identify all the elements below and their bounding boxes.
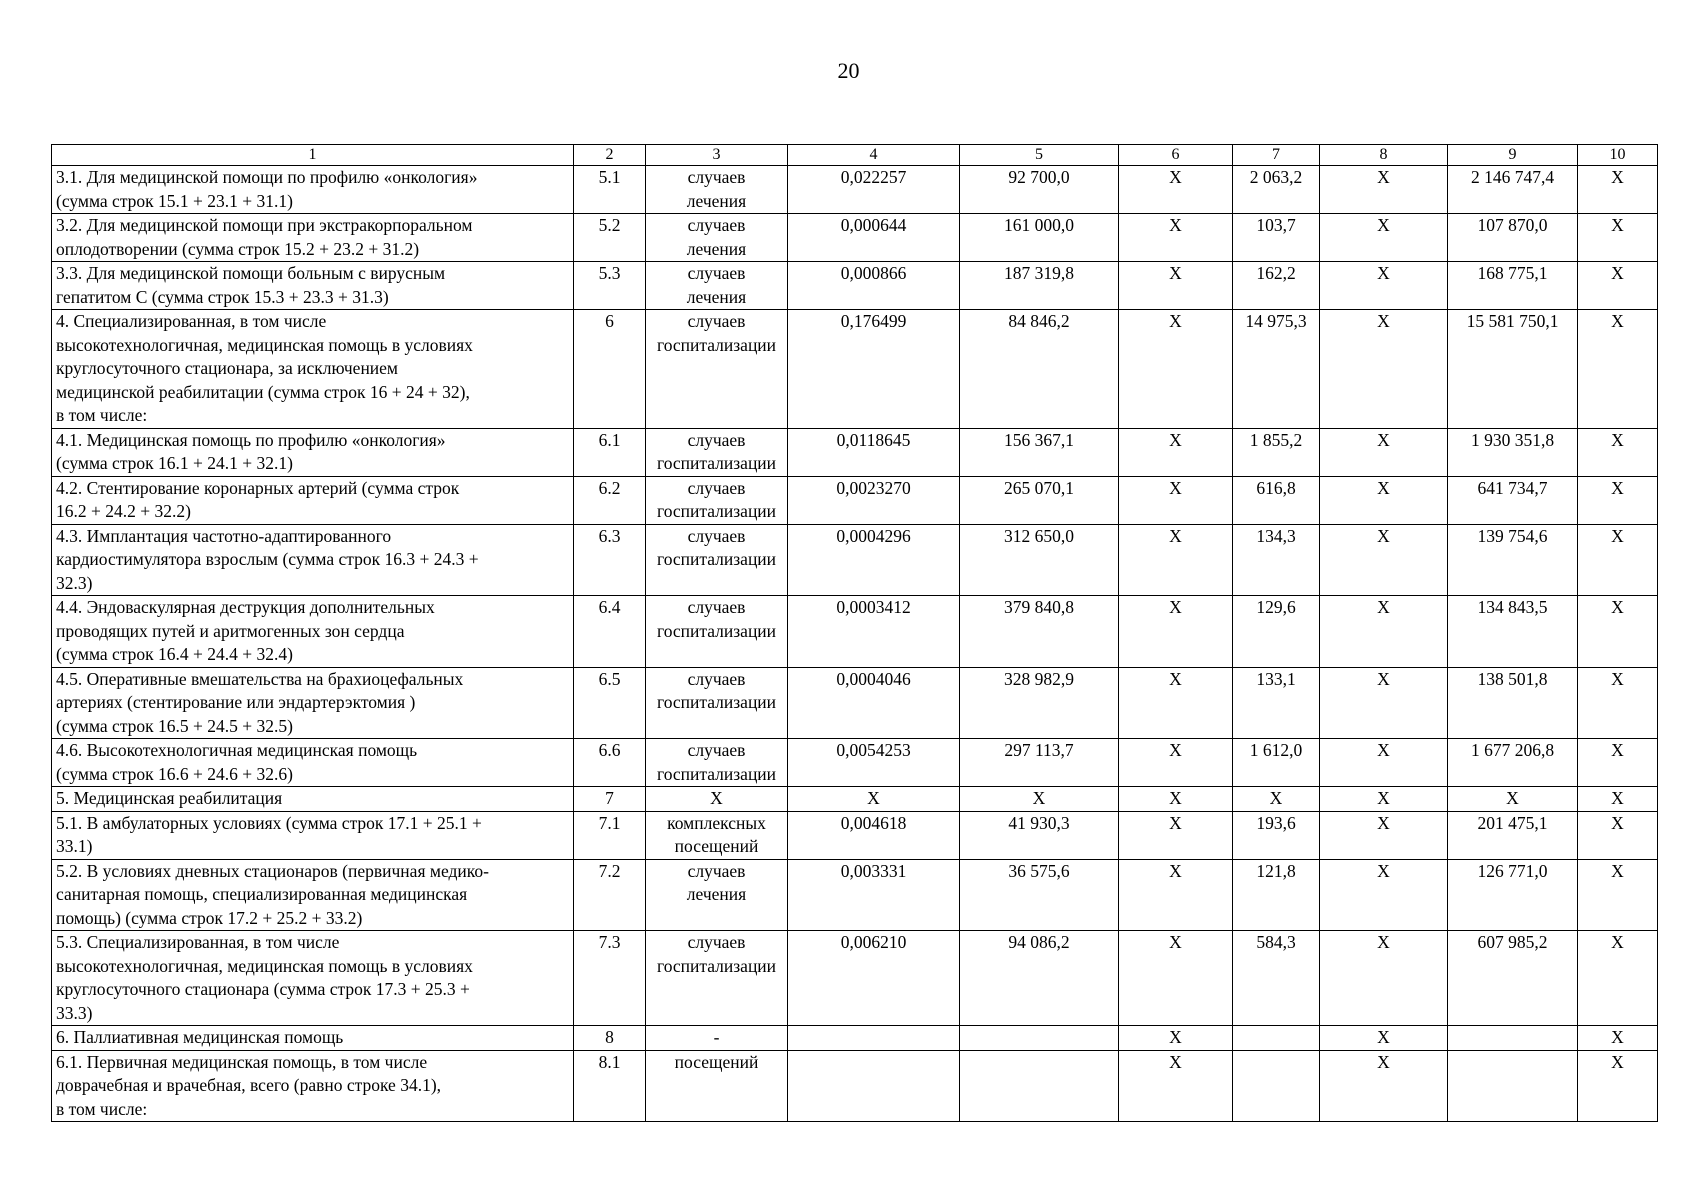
row-number: 6.4: [574, 596, 646, 668]
table-row: [52, 310, 1658, 429]
col-6-value: X: [1119, 476, 1233, 524]
unit-of-measure: случаев лечения: [646, 166, 788, 214]
norm-value: 0,0003412: [788, 596, 960, 668]
row-number: 5.2: [574, 214, 646, 262]
cost-per-unit: 41 930,3: [960, 811, 1119, 859]
col-10-value: X: [1578, 1026, 1658, 1051]
total-value: 107 870,0: [1448, 214, 1578, 262]
row-description: 5.1. В амбулаторных условиях (сумма строк 17.1 + 25.1 + 33.1): [52, 811, 574, 859]
col-6-value: X: [1119, 1050, 1233, 1122]
table-row: [52, 931, 1658, 1026]
table-row: [52, 262, 1658, 310]
total-value: 126 771,0: [1448, 859, 1578, 931]
row-number: 5.1: [574, 166, 646, 214]
norm-value: 0,0054253: [788, 739, 960, 787]
col-7-value: 133,1: [1233, 667, 1320, 739]
total-value: 138 501,8: [1448, 667, 1578, 739]
cost-per-unit: 187 319,8: [960, 262, 1119, 310]
col-10-value: X: [1578, 787, 1658, 812]
col-6-value: X: [1119, 262, 1233, 310]
table-row: [52, 859, 1658, 931]
page-number: 20: [837, 58, 860, 83]
unit-of-measure: случаев госпитализации: [646, 739, 788, 787]
col-7-value: 193,6: [1233, 811, 1320, 859]
row-description: 3.2. Для медицинской помощи при экстракорпоральном оплодотворении (сумма строк 15.2 + 23.2 + 31.2): [52, 214, 574, 262]
norm-value: 0,022257: [788, 166, 960, 214]
col-7-value: 584,3: [1233, 931, 1320, 1026]
col-7-value: 121,8: [1233, 859, 1320, 931]
col-8-value: X: [1320, 214, 1448, 262]
unit-of-measure: посещений: [646, 1050, 788, 1122]
norm-value: 0,176499: [788, 310, 960, 429]
col-6-value: X: [1119, 667, 1233, 739]
norm-value: 0,003331: [788, 859, 960, 931]
col-6-value: X: [1119, 596, 1233, 668]
unit-of-measure: -: [646, 1026, 788, 1051]
data-table: [51, 144, 1658, 1122]
column-header: 5: [960, 145, 1119, 166]
row-number: 6.1: [574, 428, 646, 476]
col-8-value: X: [1320, 310, 1448, 429]
unit-of-measure: случаев госпитализации: [646, 476, 788, 524]
cost-per-unit: 92 700,0: [960, 166, 1119, 214]
col-10-value: X: [1578, 1050, 1658, 1122]
row-description: 4.2. Стентирование коронарных артерий (сумма строк 16.2 + 24.2 + 32.2): [52, 476, 574, 524]
row-number: 7.1: [574, 811, 646, 859]
col-7-value: 134,3: [1233, 524, 1320, 596]
row-description: 5. Медицинская реабилитация: [52, 787, 574, 812]
norm-value: 0,0023270: [788, 476, 960, 524]
col-8-value: X: [1320, 1050, 1448, 1122]
column-header: 9: [1448, 145, 1578, 166]
row-number: 6.2: [574, 476, 646, 524]
unit-of-measure: случаев госпитализации: [646, 428, 788, 476]
unit-of-measure: случаев госпитализации: [646, 667, 788, 739]
col-7-value: X: [1233, 787, 1320, 812]
table-row: [52, 428, 1658, 476]
col-7-value: 129,6: [1233, 596, 1320, 668]
col-10-value: X: [1578, 524, 1658, 596]
column-header: 1: [52, 145, 574, 166]
col-10-value: X: [1578, 476, 1658, 524]
col-8-value: X: [1320, 596, 1448, 668]
table-row: [52, 667, 1658, 739]
row-number: 6.6: [574, 739, 646, 787]
col-8-value: X: [1320, 931, 1448, 1026]
col-8-value: X: [1320, 787, 1448, 812]
total-value: 2 146 747,4: [1448, 166, 1578, 214]
row-description: 5.2. В условиях дневных стационаров (первичная медико- санитарная помощь, специализированная медицинская помощь) (сумма строк 17.2 + 25.2 + 33.2): [52, 859, 574, 931]
row-number: 7.3: [574, 931, 646, 1026]
norm-value: 0,0004296: [788, 524, 960, 596]
col-10-value: X: [1578, 166, 1658, 214]
col-10-value: X: [1578, 262, 1658, 310]
col-10-value: X: [1578, 811, 1658, 859]
row-description: 3.3. Для медицинской помощи больным с вирусным гепатитом С (сумма строк 15.3 + 23.3 + 31.3): [52, 262, 574, 310]
row-description: 4.5. Оперативные вмешательства на брахиоцефальных артериях (стентирование или эндартерэктомия ) (сумма строк 16.5 + 24.5 + 32.5): [52, 667, 574, 739]
row-description: 4.4. Эндоваскулярная деструкция дополнительных проводящих путей и аритмогенных зон сердца (сумма строк 16.4 + 24.4 + 32.4): [52, 596, 574, 668]
cost-per-unit: 265 070,1: [960, 476, 1119, 524]
cost-per-unit: 379 840,8: [960, 596, 1119, 668]
header-row: [52, 145, 1658, 166]
table-row: [52, 1026, 1658, 1051]
norm-value: 0,006210: [788, 931, 960, 1026]
row-number: 6.3: [574, 524, 646, 596]
row-description: 4. Специализированная, в том числе высокотехнологичная, медицинская помощь в условиях круглосуточного стационара, за исключением медицинской реабилитации (сумма строк 16 + 24 + 32), в том числе:: [52, 310, 574, 429]
col-8-value: X: [1320, 262, 1448, 310]
col-8-value: X: [1320, 428, 1448, 476]
total-value: 134 843,5: [1448, 596, 1578, 668]
col-7-value: 2 063,2: [1233, 166, 1320, 214]
total-value: X: [1448, 787, 1578, 812]
unit-of-measure: комплексных посещений: [646, 811, 788, 859]
cost-per-unit: 36 575,6: [960, 859, 1119, 931]
col-8-value: X: [1320, 1026, 1448, 1051]
row-number: 6.5: [574, 667, 646, 739]
col-7-value: 162,2: [1233, 262, 1320, 310]
col-10-value: X: [1578, 931, 1658, 1026]
row-number: 8.1: [574, 1050, 646, 1122]
column-header: 6: [1119, 145, 1233, 166]
row-description: 6. Паллиативная медицинская помощь: [52, 1026, 574, 1051]
column-header: 4: [788, 145, 960, 166]
col-6-value: X: [1119, 1026, 1233, 1051]
column-header: 3: [646, 145, 788, 166]
unit-of-measure: случаев госпитализации: [646, 596, 788, 668]
col-10-value: X: [1578, 310, 1658, 429]
cost-per-unit: 297 113,7: [960, 739, 1119, 787]
row-description: 4.6. Высокотехнологичная медицинская помощь (сумма строк 16.6 + 24.6 + 32.6): [52, 739, 574, 787]
cost-per-unit: [960, 1050, 1119, 1122]
unit-of-measure: случаев лечения: [646, 262, 788, 310]
row-number: 8: [574, 1026, 646, 1051]
col-7-value: 103,7: [1233, 214, 1320, 262]
col-8-value: X: [1320, 811, 1448, 859]
row-description: 6.1. Первичная медицинская помощь, в том числе доврачебная и врачебная, всего (равно строке 34.1), в том числе:: [52, 1050, 574, 1122]
col-6-value: X: [1119, 428, 1233, 476]
total-value: 201 475,1: [1448, 811, 1578, 859]
col-6-value: X: [1119, 931, 1233, 1026]
cost-per-unit: 312 650,0: [960, 524, 1119, 596]
table-row: [52, 787, 1658, 812]
row-number: 7.2: [574, 859, 646, 931]
col-8-value: X: [1320, 859, 1448, 931]
col-6-value: X: [1119, 310, 1233, 429]
col-10-value: X: [1578, 667, 1658, 739]
row-description: 5.3. Специализированная, в том числе высокотехнологичная, медицинская помощь в условиях круглосуточного стационара (сумма строк 17.3 + 25.3 + 33.3): [52, 931, 574, 1026]
total-value: 641 734,7: [1448, 476, 1578, 524]
col-7-value: 1 612,0: [1233, 739, 1320, 787]
cost-per-unit: 328 982,9: [960, 667, 1119, 739]
total-value: 1 930 351,8: [1448, 428, 1578, 476]
col-10-value: X: [1578, 859, 1658, 931]
norm-value: 0,000866: [788, 262, 960, 310]
col-6-value: X: [1119, 811, 1233, 859]
col-8-value: X: [1320, 524, 1448, 596]
norm-value: 0,0118645: [788, 428, 960, 476]
col-7-value: [1233, 1026, 1320, 1051]
row-description: 4.3. Имплантация частотно-адаптированного кардиостимулятора взрослым (сумма строк 16.3 + 24.3 + 32.3): [52, 524, 574, 596]
col-6-value: X: [1119, 166, 1233, 214]
norm-value: 0,0004046: [788, 667, 960, 739]
col-7-value: 1 855,2: [1233, 428, 1320, 476]
col-6-value: X: [1119, 787, 1233, 812]
unit-of-measure: случаев лечения: [646, 859, 788, 931]
col-10-value: X: [1578, 214, 1658, 262]
unit-of-measure: X: [646, 787, 788, 812]
col-6-value: X: [1119, 739, 1233, 787]
col-8-value: X: [1320, 667, 1448, 739]
col-10-value: X: [1578, 596, 1658, 668]
row-number: 6: [574, 310, 646, 429]
norm-value: 0,000644: [788, 214, 960, 262]
table-row: [52, 166, 1658, 214]
table-row: [52, 476, 1658, 524]
total-value: 168 775,1: [1448, 262, 1578, 310]
col-10-value: X: [1578, 428, 1658, 476]
total-value: 607 985,2: [1448, 931, 1578, 1026]
norm-value: [788, 1026, 960, 1051]
column-header: 2: [574, 145, 646, 166]
norm-value: 0,004618: [788, 811, 960, 859]
total-value: 15 581 750,1: [1448, 310, 1578, 429]
cost-per-unit: [960, 1026, 1119, 1051]
table-row: [52, 596, 1658, 668]
cost-per-unit: 84 846,2: [960, 310, 1119, 429]
column-header: 10: [1578, 145, 1658, 166]
col-8-value: X: [1320, 476, 1448, 524]
cost-per-unit: 156 367,1: [960, 428, 1119, 476]
row-description: 4.1. Медицинская помощь по профилю «онкология» (сумма строк 16.1 + 24.1 + 32.1): [52, 428, 574, 476]
cost-per-unit: X: [960, 787, 1119, 812]
table-row: [52, 1050, 1658, 1122]
column-header: 7: [1233, 145, 1320, 166]
table-row: [52, 739, 1658, 787]
column-header: 8: [1320, 145, 1448, 166]
col-7-value: [1233, 1050, 1320, 1122]
col-6-value: X: [1119, 214, 1233, 262]
col-7-value: 14 975,3: [1233, 310, 1320, 429]
col-6-value: X: [1119, 524, 1233, 596]
table-row: [52, 811, 1658, 859]
col-7-value: 616,8: [1233, 476, 1320, 524]
row-number: 7: [574, 787, 646, 812]
row-number: 5.3: [574, 262, 646, 310]
table-row: [52, 524, 1658, 596]
total-value: [1448, 1026, 1578, 1051]
unit-of-measure: случаев госпитализации: [646, 310, 788, 429]
col-8-value: X: [1320, 166, 1448, 214]
col-10-value: X: [1578, 739, 1658, 787]
total-value: 1 677 206,8: [1448, 739, 1578, 787]
col-8-value: X: [1320, 739, 1448, 787]
unit-of-measure: случаев лечения: [646, 214, 788, 262]
row-description: 3.1. Для медицинской помощи по профилю «онкология» (сумма строк 15.1 + 23.1 + 31.1): [52, 166, 574, 214]
total-value: 139 754,6: [1448, 524, 1578, 596]
total-value: [1448, 1050, 1578, 1122]
unit-of-measure: случаев госпитализации: [646, 931, 788, 1026]
col-6-value: X: [1119, 859, 1233, 931]
cost-per-unit: 94 086,2: [960, 931, 1119, 1026]
cost-per-unit: 161 000,0: [960, 214, 1119, 262]
unit-of-measure: случаев госпитализации: [646, 524, 788, 596]
table-row: [52, 214, 1658, 262]
norm-value: [788, 1050, 960, 1122]
norm-value: X: [788, 787, 960, 812]
